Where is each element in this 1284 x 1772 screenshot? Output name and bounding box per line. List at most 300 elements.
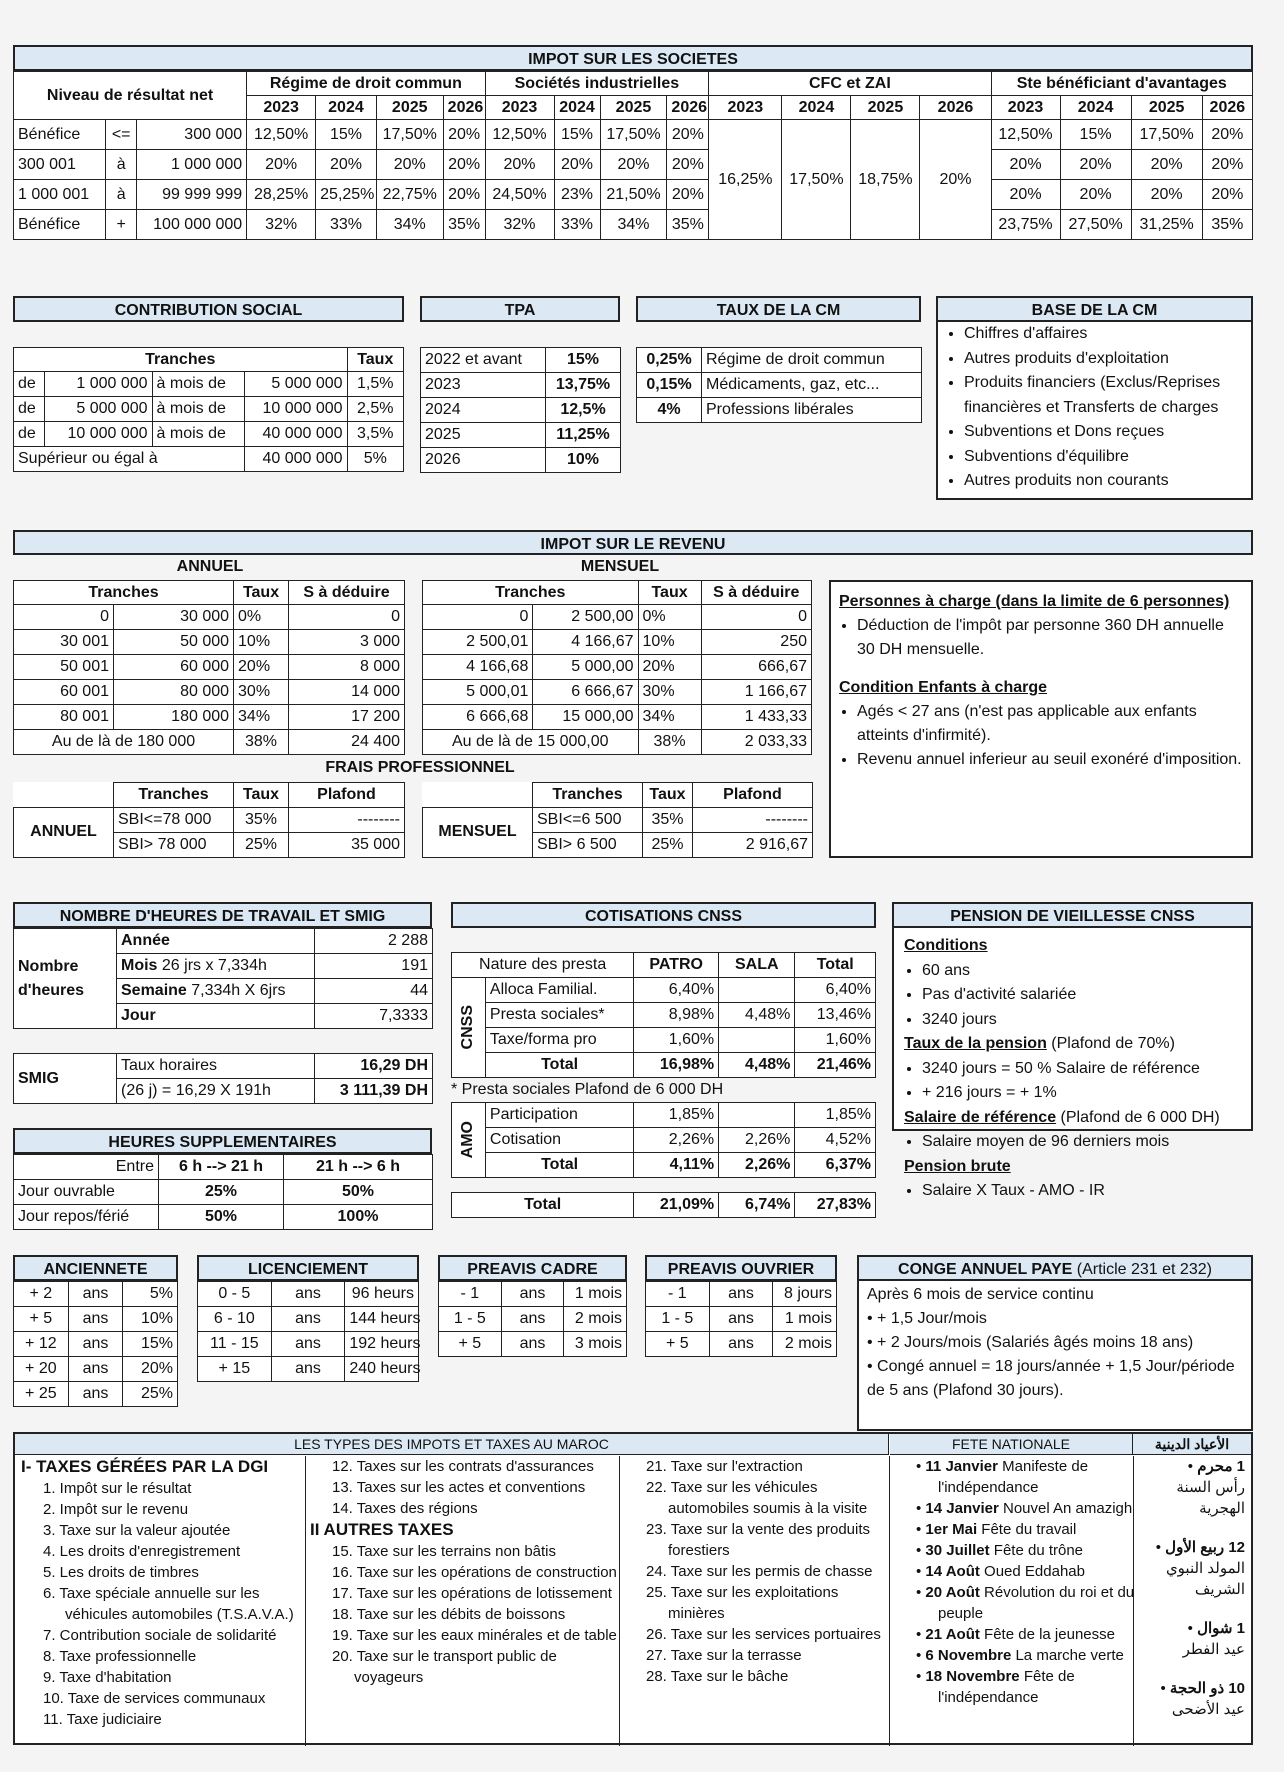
po-row: [646, 1307, 837, 1332]
is-title: IMPOT SUR LES SOCIETES: [13, 45, 1253, 71]
fp-a-r2-tr: SBI> 78 000: [114, 832, 234, 857]
fp-mensuel-table: [422, 782, 813, 858]
cnss-label-cell: [452, 978, 486, 1078]
is-si-rate: 34%: [600, 210, 667, 240]
fete-label: Fête du trône: [993, 1542, 1084, 1559]
anc-title: ANCIENNETE: [13, 1255, 178, 1281]
amo-label-cell: [452, 1103, 486, 1178]
is-dc-rate: 32%: [247, 210, 316, 240]
ir-m-h-sad: S à déduire: [701, 581, 811, 605]
cs-title: CONTRIBUTION SOCIAL: [13, 296, 404, 322]
anc-row: [14, 1307, 178, 1332]
po-row: [646, 1332, 837, 1357]
smig-r2-label: (26 j) = 16,29 X 191h: [117, 1079, 315, 1104]
fete-item: • 18 Novembre Fête de l'indépendance: [916, 1668, 1075, 1706]
amo-row: [452, 1128, 876, 1153]
is-row-to: 300 000: [137, 120, 247, 150]
ir-m-to: 5 000,00: [533, 655, 638, 680]
ir-m-row: [423, 655, 812, 680]
is-row-op: à: [106, 150, 137, 180]
nh-unit: Jour: [121, 1007, 156, 1024]
cs-row: [14, 397, 404, 422]
lic-row: [198, 1332, 419, 1357]
is-si-rate: 24,50%: [485, 180, 554, 210]
fete-label: Fête du travail: [981, 1521, 1077, 1538]
tax-item: 27. Taxe sur la terrasse: [646, 1647, 802, 1664]
po-title: PREAVIS OUVRIER: [645, 1255, 837, 1281]
tax-item: 24. Taxe sur les permis de chasse: [646, 1563, 873, 1580]
po-section: [645, 1255, 837, 1357]
tpa-year: 2024: [421, 398, 546, 423]
hs-row: [14, 1180, 433, 1205]
hs-table: [13, 1154, 433, 1230]
ir-notes: [829, 580, 1253, 858]
pv-cond-item: • 60 ans: [922, 959, 1241, 984]
cs-table: [13, 347, 404, 472]
ir-monthly-table: [422, 580, 812, 755]
is-year: 2024: [554, 96, 600, 120]
rel-label: عيد الفطر: [1182, 1641, 1245, 1658]
nh-unit: Année: [121, 932, 170, 949]
cs-taux: 2,5%: [347, 397, 403, 422]
nh-value: 2 288: [315, 929, 433, 954]
cnss-total: 6,40%: [795, 978, 876, 1003]
is-row: [14, 210, 1253, 240]
cnss-title: COTISATIONS CNSS: [451, 902, 876, 928]
lic-unit: ans: [271, 1332, 345, 1357]
cnss-total: 1,60%: [795, 1028, 876, 1053]
fete-label: Fête de la jeunesse: [984, 1626, 1115, 1643]
pv-panel: [892, 928, 1253, 1199]
lic-value: 240 heurs: [345, 1357, 419, 1382]
amo-sala: 2,26%: [719, 1128, 795, 1153]
ir-a-taux: 10%: [234, 630, 289, 655]
rel-title: الأعياد الدينية: [1133, 1434, 1251, 1455]
fete-label: Oued Eddahab: [984, 1563, 1085, 1580]
is-cfc-rate: 18,75%: [851, 120, 920, 240]
hs-rate-day: 50%: [159, 1205, 284, 1230]
ir-a-taux: 20%: [234, 655, 289, 680]
fp-a-h-taux: Taux: [234, 783, 289, 808]
smig-r1-val: 16,29 DH: [315, 1054, 433, 1079]
ir-a-sad: 3 000: [289, 630, 405, 655]
tpa-year: 2025: [421, 423, 546, 448]
pc-row: [439, 1307, 627, 1332]
cs-last-taux: 5%: [347, 447, 403, 472]
tax-item: 11. Taxe judiciaire: [43, 1711, 162, 1728]
ir-m-to: 15 000,00: [533, 705, 638, 730]
tax-item: 13. Taxes sur les actes et conventions: [332, 1479, 586, 1496]
tax-item: 15. Taxe sur les terrains non bâtis: [332, 1543, 557, 1560]
pv-cond-item: • Pas d'activité salariée: [922, 983, 1241, 1008]
cnss-total-label: Total: [485, 1053, 633, 1078]
nh-label: Nombre d'heures: [14, 929, 117, 1029]
is-dc-rate: 20%: [376, 150, 443, 180]
pv-pb-title: Pension brute: [904, 1157, 1011, 1175]
fete-date: 1er Mai: [925, 1521, 978, 1538]
ir-m-taux: 34%: [638, 705, 701, 730]
pc-section: [438, 1255, 627, 1357]
is-row-op: à: [106, 180, 137, 210]
pv-title: PENSION DE VIEILLESSE CNSS: [892, 902, 1253, 928]
is-section: [13, 45, 1253, 240]
tpa-title: TPA: [420, 296, 620, 322]
fete-item: • 11 Janvier Manifeste de l'indépendance: [916, 1458, 1089, 1496]
nh-unit: Semaine: [121, 982, 187, 999]
tpa-year: 2026: [421, 448, 546, 473]
rel-date: 1 محرم: [1197, 1458, 1245, 1475]
ir-m-taux: 10%: [638, 630, 701, 655]
cnss-table: [451, 952, 876, 1078]
cs-section: [13, 296, 404, 472]
is-dc-rate: 34%: [376, 210, 443, 240]
tax-item: 26. Taxe sur les services portuaires: [646, 1626, 881, 1643]
smig-label: SMIG: [14, 1054, 117, 1104]
fp-mensuel: [422, 782, 812, 858]
smig-section: [13, 1053, 432, 1104]
tax-item: 23. Taxe sur la vente des produits forestiers: [646, 1521, 871, 1559]
ec-title: Condition Enfants à charge: [839, 679, 1048, 696]
ir-a-h-sad: S à déduire: [289, 581, 405, 605]
bcm-item: • Subventions d'équilibre: [964, 445, 1243, 470]
cs-to: 5 000 000: [244, 372, 347, 397]
is-dc-rate: 33%: [316, 210, 377, 240]
cnss-h-nature: Nature des presta: [452, 953, 634, 978]
tax-item: 17. Taxe sur les opérations de lotissement: [332, 1585, 612, 1602]
lic-section: [197, 1255, 419, 1382]
pc-row: [439, 1332, 627, 1357]
anc-row: [14, 1282, 178, 1307]
cnss-total-sala: 4,48%: [719, 1053, 795, 1078]
cnss-label: CNSS: [459, 1005, 477, 1050]
cs-mid: à mois de: [152, 422, 244, 447]
is-row-to: 1 000 000: [137, 150, 247, 180]
fp-annuel: [13, 782, 404, 858]
is-sb-rate: 20%: [991, 150, 1060, 180]
anc-value: 25%: [123, 1382, 178, 1407]
is-sb-rate: 27,50%: [1060, 210, 1131, 240]
cm-label: Professions libérales: [702, 398, 922, 423]
is-dc-rate: 35%: [443, 210, 485, 240]
is-sb-rate: 20%: [1131, 180, 1202, 210]
tax-item: 2. Impôt sur le revenu: [43, 1501, 189, 1518]
fp-mensuel-label: MENSUEL: [423, 807, 533, 857]
hs-row: [14, 1205, 433, 1230]
ir-m-row: [423, 630, 812, 655]
lic-value: 192 heurs: [345, 1332, 419, 1357]
cnss-h-sala: SALA: [719, 953, 795, 978]
fete-date: 6 Novembre: [925, 1647, 1012, 1664]
cs-row: [14, 422, 404, 447]
bcm-title: BASE DE LA CM: [936, 296, 1253, 322]
is-row: [14, 120, 1253, 150]
amo-sala: [719, 1103, 795, 1128]
nh-row-label: [117, 954, 315, 979]
ir-a-to: 50 000: [114, 630, 234, 655]
pc-title: Personnes à charge (dans la limite de 6 personnes): [839, 593, 1230, 610]
nh-row: [14, 929, 433, 954]
ir-section: [13, 530, 1253, 555]
is-year: 2024: [1060, 96, 1131, 120]
pv-taux-note: (Plafond de 70%): [1051, 1035, 1175, 1052]
cm-label: Régime de droit commun: [702, 348, 922, 373]
tax-item: 10. Taxe de services communaux: [43, 1690, 266, 1707]
fp-title: FRAIS PROFESSIONNEL: [325, 759, 515, 776]
pv-cond-item: • 3240 jours: [922, 1008, 1241, 1033]
is-year: 2025: [600, 96, 667, 120]
cnss-sala: 4,48%: [719, 1003, 795, 1028]
is-si-rate: 20%: [485, 150, 554, 180]
conge-intro: Après 6 mois de service continu: [867, 1286, 1094, 1303]
pc-unit: ans: [501, 1282, 564, 1307]
cnss-nature: Taxe/forma pro: [485, 1028, 633, 1053]
cnss-nature: Presta sociales*: [485, 1003, 633, 1028]
is-dc-rate: 17,50%: [376, 120, 443, 150]
bcm-item: • Autres produits d'exploitation: [964, 347, 1243, 372]
po-unit: ans: [709, 1282, 773, 1307]
ir-monthly: [422, 580, 812, 755]
ir-mensuel-label: MENSUEL: [580, 558, 660, 575]
cnss-sala: [719, 1028, 795, 1053]
tpa-rate: 13,75%: [546, 373, 621, 398]
ir-a-last-label: Au de là de 180 000: [14, 730, 234, 755]
tax-item: 8. Taxe professionnelle: [43, 1648, 197, 1665]
fete-label: Manifeste de l'indépendance: [938, 1458, 1089, 1496]
po-row: [646, 1282, 837, 1307]
cs-de: de: [14, 372, 45, 397]
tpa-rate: 15%: [546, 348, 621, 373]
tpa-rate: 12,5%: [546, 398, 621, 423]
fp-a-h-tranches: Tranches: [114, 783, 234, 808]
po-unit: ans: [709, 1307, 773, 1332]
is-dc-rate: 20%: [443, 180, 485, 210]
cnss-total-patro: 16,98%: [634, 1053, 719, 1078]
is-dc-rate: 15%: [316, 120, 377, 150]
conge-title: CONGE ANNUEL PAYE: [898, 1261, 1073, 1278]
conge-section: [857, 1255, 1253, 1431]
ir-m-sad: 250: [701, 630, 811, 655]
lic-unit: ans: [271, 1307, 345, 1332]
cs-to: 10 000 000: [244, 397, 347, 422]
ir-m-taux: 20%: [638, 655, 701, 680]
ir-a-row: [14, 655, 405, 680]
tax-item: 25. Taxe sur les exploitations minières: [646, 1584, 839, 1622]
cnss-section: [451, 902, 876, 1218]
ir-annual-table: [13, 580, 405, 755]
anc-unit: ans: [68, 1357, 123, 1382]
hs-h-entre: Entre: [14, 1155, 159, 1180]
nh-formula: 26 jrs x 7,334h: [161, 957, 267, 974]
fp-annuel-label: ANNUEL: [14, 807, 114, 857]
tax-item: 3. Taxe sur la valeur ajoutée: [43, 1522, 231, 1539]
is-dc-rate: 22,75%: [376, 180, 443, 210]
fete-date: 14 Janvier: [925, 1500, 999, 1517]
autres-title: II AUTRES TAXES: [310, 1520, 454, 1539]
is-year: 2023: [991, 96, 1060, 120]
anc-range: + 2: [14, 1282, 69, 1307]
pc-unit: ans: [501, 1332, 564, 1357]
is-si-rate: 20%: [667, 180, 709, 210]
fete-item: • 1er Mai Fête du travail: [916, 1521, 1077, 1538]
tax-item: 7. Contribution sociale de solidarité: [43, 1627, 277, 1644]
anc-value: 10%: [123, 1307, 178, 1332]
nh-formula: 7,334h X 6jrs: [191, 982, 286, 999]
anc-value: 20%: [123, 1357, 178, 1382]
anc-value: 5%: [123, 1282, 178, 1307]
ir-m-taux: 30%: [638, 680, 701, 705]
anc-value: 15%: [123, 1332, 178, 1357]
bcm-item: • Chiffres d'affaires: [964, 322, 1243, 347]
lic-range: + 15: [198, 1357, 272, 1382]
is-dc-rate: 28,25%: [247, 180, 316, 210]
ir-m-last-sad: 2 033,33: [701, 730, 811, 755]
po-table: [645, 1281, 837, 1357]
cnss-grand-total: [451, 1192, 876, 1218]
pv-pb-item: • Salaire X Taux - AMO - IR: [922, 1179, 1241, 1204]
anc-row: [14, 1332, 178, 1357]
ec-item: • Agés < 27 ans (n'est pas applicable aux enfants atteints d'infirmité).: [857, 700, 1243, 748]
cm-section: [636, 296, 921, 423]
ir-m-sad: 666,67: [701, 655, 811, 680]
is-year: 2025: [376, 96, 443, 120]
is-year: 2025: [851, 96, 920, 120]
cnss-total-total: 21,46%: [795, 1053, 876, 1078]
is-dc-rate: 20%: [443, 150, 485, 180]
ir-a-last-taux: 38%: [234, 730, 289, 755]
cm-row: [637, 398, 922, 423]
hs-rate-night: 50%: [284, 1180, 433, 1205]
fp-annuel-table: [13, 782, 405, 858]
cs-to: 40 000 000: [244, 422, 347, 447]
anc-row: [14, 1382, 178, 1407]
is-group-sb: Ste bénéficiant d'avantages: [991, 72, 1252, 96]
smig-r1-label: Taux horaires: [117, 1054, 315, 1079]
is-year: 2026: [667, 96, 709, 120]
tax-item: 19. Taxe sur les eaux minérales et de table: [332, 1627, 617, 1644]
pc-unit: ans: [501, 1307, 564, 1332]
cm-title: TAUX DE LA CM: [636, 296, 921, 322]
hs-day: Jour ouvrable: [14, 1180, 159, 1205]
fp-a-r2-taux: 25%: [234, 832, 289, 857]
cs-mid: à mois de: [152, 397, 244, 422]
amo-total-sala: 2,26%: [719, 1153, 795, 1178]
fp-m-r2-plafond: 2 916,67: [693, 832, 813, 857]
anc-section: [13, 1255, 178, 1407]
cs-de: de: [14, 397, 45, 422]
is-si-rate: 33%: [554, 210, 600, 240]
cs-taux: 3,5%: [347, 422, 403, 447]
cnss-sala: [719, 978, 795, 1003]
is-si-rate: 15%: [554, 120, 600, 150]
is-col0: Niveau de résultat net: [14, 72, 247, 120]
cm-rate: 0,25%: [637, 348, 702, 373]
is-cfc-rate: 16,25%: [709, 120, 782, 240]
hs-section: [13, 1128, 432, 1230]
ir-annual: [13, 580, 404, 755]
tax-item: 5. Les droits de timbres: [43, 1564, 199, 1581]
fp-m-r2-taux: 25%: [643, 832, 693, 857]
rel-date: 1 شوال: [1197, 1620, 1245, 1637]
is-group-dc: Régime de droit commun: [247, 72, 485, 96]
is-row-op: +: [106, 210, 137, 240]
conge-item: • + 1,5 Jour/mois: [867, 1310, 987, 1327]
tax-item: 28. Taxe sur le bâche: [646, 1668, 789, 1685]
conge-item: • Congé annuel = 18 jours/année + 1,5 Jour/période de 5 ans (Plafond 30 jours).: [867, 1358, 1235, 1399]
tax-item: 22. Taxe sur les véhicules automobiles soumis à la visite: [646, 1479, 868, 1517]
pc-value: 2 mois: [564, 1307, 627, 1332]
cnss-total: 13,46%: [795, 1003, 876, 1028]
rel-item: 10 ذو الحجة • عيد الأضحى: [1134, 1678, 1245, 1720]
tax-item: 18. Taxe sur les débits de boissons: [332, 1606, 566, 1623]
cs-last-to: 40 000 000: [244, 447, 347, 472]
ir-a-row: [14, 705, 405, 730]
rel-item: 12 ربيع الأول • المولد النبوي الشريف: [1134, 1537, 1245, 1600]
is-si-rate: 35%: [667, 210, 709, 240]
rel-date: 12 ربيع الأول: [1165, 1539, 1245, 1556]
ir-m-sad: 0: [701, 605, 811, 630]
is-si-rate: 17,50%: [600, 120, 667, 150]
tpa-table: [420, 347, 621, 473]
is-si-rate: 32%: [485, 210, 554, 240]
conge-article: (Article 231 et 232): [1076, 1261, 1212, 1278]
is-year: 2025: [1131, 96, 1202, 120]
is-row-op: <=: [106, 120, 137, 150]
amo-total-patro: 4,11%: [634, 1153, 719, 1178]
lic-range: 0 - 5: [198, 1282, 272, 1307]
ir-a-from: 30 001: [14, 630, 114, 655]
ir-annuel-label: ANNUEL: [176, 558, 244, 575]
fp-m-r2-tr: SBI> 6 500: [533, 832, 643, 857]
is-year: 2024: [782, 96, 851, 120]
types-title: LES TYPES DES IMPOTS ET TAXES AU MAROC: [15, 1434, 889, 1455]
tpa-row: [421, 398, 621, 423]
lic-value: 144 heurs: [345, 1307, 419, 1332]
pc-range: - 1: [439, 1282, 502, 1307]
ir-a-row: [14, 605, 405, 630]
is-group-si: Sociétés industrielles: [485, 72, 709, 96]
is-sb-rate: 20%: [1060, 150, 1131, 180]
fp-a-r2-plafond: 35 000: [289, 832, 405, 857]
cm-rate: 0,15%: [637, 373, 702, 398]
gt-label: Total: [452, 1193, 634, 1218]
hs-rate-day: 25%: [159, 1180, 284, 1205]
is-sb-rate: 20%: [1131, 150, 1202, 180]
tpa-rate: 11,25%: [546, 423, 621, 448]
is-year: 2023: [709, 96, 782, 120]
bcm-item: • Autres produits non courants: [964, 469, 1243, 494]
fp-a-r1-taux: 35%: [234, 807, 289, 832]
tax-item: 9. Taxe d'habitation: [43, 1669, 172, 1686]
bcm-section: [936, 296, 1253, 500]
nh-row-label: [117, 1004, 315, 1029]
tax-item: 21. Taxe sur l'extraction: [646, 1458, 803, 1475]
ir-a-sad: 14 000: [289, 680, 405, 705]
cnss-h-patro: PATRO: [634, 953, 719, 978]
cnss-row: [452, 1003, 876, 1028]
is-sb-rate: 17,50%: [1131, 120, 1202, 150]
pv-taux-item: • + 216 jours = + 1%: [922, 1081, 1241, 1106]
amo-total-total: 6,37%: [795, 1153, 876, 1178]
conge-panel: [857, 1281, 1253, 1431]
lic-range: 6 - 10: [198, 1307, 272, 1332]
tpa-row: [421, 373, 621, 398]
lic-value: 96 heurs: [345, 1282, 419, 1307]
is-row: [14, 150, 1253, 180]
pv-sal-note: (Plafond de 6 000 DH): [1060, 1108, 1220, 1126]
is-table: [13, 71, 1253, 240]
rel-item: 1 محرم • رأس السنة الهجرية: [1134, 1456, 1245, 1519]
cs-mid: à mois de: [152, 372, 244, 397]
